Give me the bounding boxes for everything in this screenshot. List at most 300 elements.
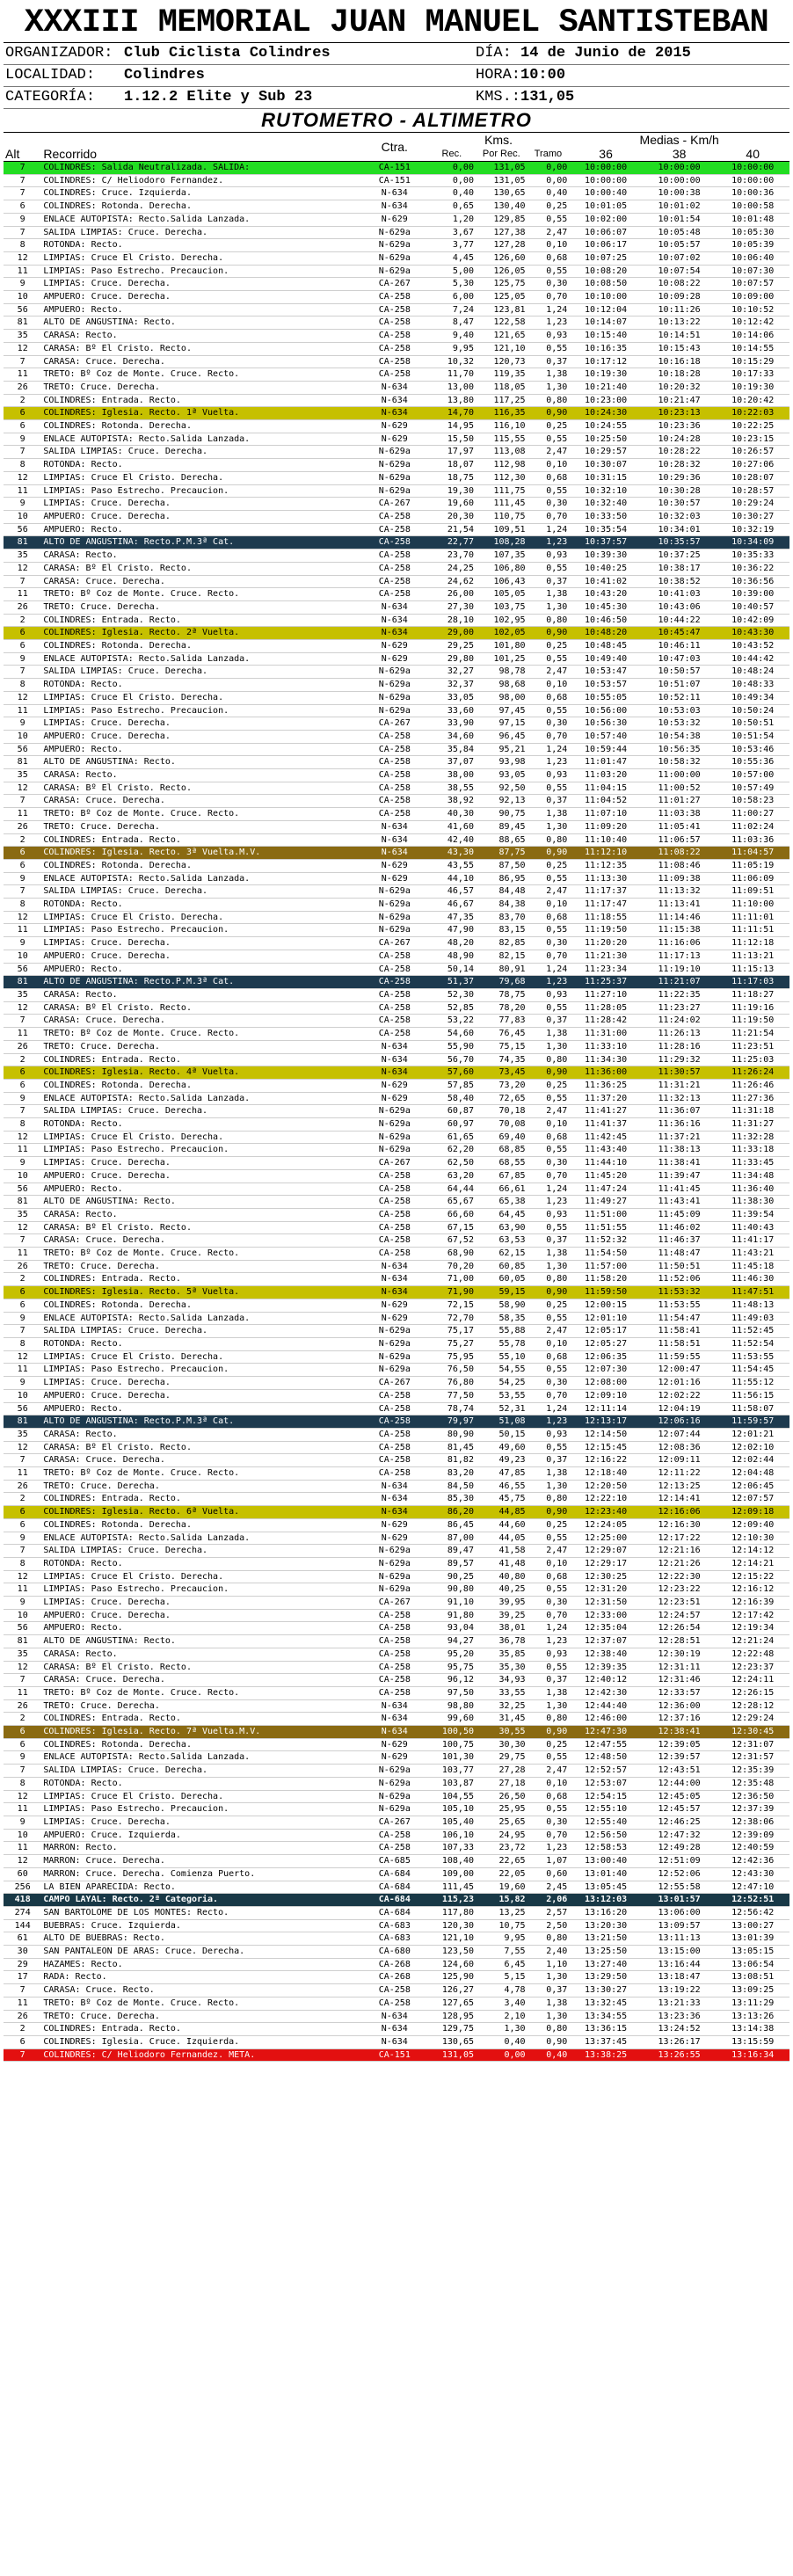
cell-alt: 8 [4,459,41,472]
cell-time-36: 13:30:27 [569,1984,643,1997]
cell-time-38: 11:48:47 [643,1248,717,1261]
cell-time-36: 10:01:05 [569,200,643,214]
table-row [4,950,789,963]
cell-time-38: 10:37:25 [643,549,717,563]
cell-km-tramo: 2,50 [527,1919,570,1932]
cell-km-remaining: 40,80 [476,1570,527,1583]
cell-km-rec: 18,75 [428,471,476,484]
cell-km-tramo: 0,70 [527,730,570,743]
cell-place: CARASA: Recto. [41,330,360,343]
cell-time-38: 12:55:58 [643,1881,717,1894]
table-row [4,691,789,704]
table-row [4,924,789,937]
cell-road: N-629a [361,251,428,265]
cell-km-remaining: 6,45 [476,1958,527,1971]
cell-road: CA-267 [361,1157,428,1170]
cell-km-rec: 41,60 [428,820,476,833]
cell-km-tramo: 2,47 [527,1325,570,1338]
cell-alt: 56 [4,1622,41,1635]
cell-km-remaining: 70,18 [476,1105,527,1118]
cell-km-remaining: 38,01 [476,1622,527,1635]
cell-alt: 10 [4,291,41,304]
cell-km-tramo: 1,30 [527,1260,570,1273]
cell-time-36: 10:29:57 [569,446,643,459]
cell-time-36: 12:52:57 [569,1765,643,1778]
cell-alt: 12 [4,251,41,265]
table-row [4,1441,789,1454]
cell-km-rec: 97,50 [428,1686,476,1699]
cell-time-40: 11:46:30 [716,1273,789,1286]
cell-time-36: 12:40:12 [569,1674,643,1687]
cell-time-40: 12:09:40 [716,1518,789,1532]
category-row [4,87,474,109]
cell-km-tramo: 0,80 [527,1053,570,1066]
cell-km-remaining: 54,25 [476,1377,527,1390]
cell-time-36: 12:39:35 [569,1661,643,1674]
cell-time-40: 11:10:00 [716,899,789,912]
cell-alt: 81 [4,317,41,330]
cell-time-36: 11:25:37 [569,976,643,989]
cell-time-38: 11:38:41 [643,1157,717,1170]
cell-alt: 12 [4,1001,41,1015]
cell-time-38: 11:43:41 [643,1196,717,1209]
cell-road: CA-684 [361,1867,428,1881]
table-row [4,433,789,446]
cell-road: N-629a [361,691,428,704]
cell-road: N-634 [361,2035,428,2048]
cell-place: COLINDRES: Entrada. Recto. [41,1713,360,1726]
cell-time-36: 11:51:55 [569,1221,643,1234]
cell-time-38: 11:08:46 [643,859,717,872]
cell-km-rec: 46,57 [428,885,476,899]
cell-km-rec: 124,60 [428,1958,476,1971]
table-row [4,549,789,563]
cell-road: CA-268 [361,1971,428,1984]
cell-km-tramo: 0,90 [527,1286,570,1299]
cell-place: TRETO: Bº Coz de Monte. Cruce. Recto. [41,588,360,601]
table-row [4,471,789,484]
table-row [4,717,789,731]
cell-time-38: 13:21:33 [643,1997,717,2010]
cell-road: N-634 [361,407,428,420]
cell-place: COLINDRES: Salida Neutralizada. SALIDA: [41,162,360,175]
cell-time-38: 10:34:01 [643,523,717,536]
cell-time-38: 10:15:43 [643,342,717,355]
table-row [4,1765,789,1778]
cell-km-remaining: 112,30 [476,471,527,484]
table-row [4,1506,789,1519]
cell-km-rec: 91,10 [428,1597,476,1610]
cell-time-40: 10:32:19 [716,523,789,536]
cell-time-38: 12:45:05 [643,1790,717,1803]
cell-time-38: 11:23:27 [643,1001,717,1015]
cell-alt: 6 [4,847,41,860]
cell-time-38: 12:24:57 [643,1609,717,1622]
cell-time-38: 12:47:32 [643,1829,717,1842]
cell-road: N-634 [361,1480,428,1493]
table-row [4,187,789,200]
cell-time-36: 12:38:40 [569,1648,643,1661]
cell-km-remaining: 106,43 [476,575,527,588]
cell-km-rec: 76,80 [428,1377,476,1390]
cell-place: ALTO DE ANGUSTINA: Recto.P.M.3ª Cat. [41,536,360,549]
table-row [4,627,789,640]
cell-time-38: 13:16:44 [643,1958,717,1971]
cell-alt: 7 [4,1325,41,1338]
cell-km-remaining: 0,00 [476,2048,527,2062]
cell-time-40: 11:21:54 [716,1028,789,1041]
cell-place: AMPUERO: Recto. [41,303,360,317]
cell-time-40: 12:16:39 [716,1597,789,1610]
cell-time-36: 11:12:10 [569,847,643,860]
cell-km-rec: 84,50 [428,1480,476,1493]
cell-time-38: 10:58:32 [643,756,717,769]
cell-road: CA-683 [361,1932,428,1946]
cell-km-tramo: 0,37 [527,1984,570,1997]
cell-km-rec: 80,90 [428,1428,476,1441]
cell-road: CA-258 [361,1402,428,1415]
cell-km-remaining: 27,18 [476,1777,527,1790]
cell-place: SALIDA LIMPIAS: Cruce. Derecha. [41,1765,360,1778]
cell-km-rec: 126,27 [428,1984,476,1997]
cell-time-40: 12:21:24 [716,1635,789,1648]
header-kms: Kms. [484,133,513,147]
cell-time-38: 10:41:03 [643,588,717,601]
cell-km-remaining: 96,45 [476,730,527,743]
cell-km-tramo: 1,24 [527,963,570,976]
cell-km-rec: 15,50 [428,433,476,446]
cell-time-36: 11:41:37 [569,1118,643,1132]
cell-time-38: 13:09:57 [643,1919,717,1932]
table-row [4,291,789,304]
header-road: Ctra. [361,133,428,162]
cell-time-36: 11:31:00 [569,1028,643,1041]
cell-alt: 29 [4,1958,41,1971]
cell-alt: 7 [4,666,41,679]
cell-km-tramo: 0,93 [527,1428,570,1441]
cell-alt: 8 [4,1557,41,1570]
cell-time-40: 10:00:58 [716,200,789,214]
cell-road: CA-258 [361,769,428,782]
cell-road: CA-258 [361,1686,428,1699]
cell-time-40: 10:20:42 [716,394,789,407]
cell-km-remaining: 66,61 [476,1182,527,1196]
cell-time-36: 12:14:50 [569,1428,643,1441]
cell-time-38: 11:36:07 [643,1105,717,1118]
cell-road: N-629a [361,265,428,278]
cell-time-36: 10:53:47 [569,666,643,679]
cell-km-tramo: 0,30 [527,937,570,950]
cell-place: LIMPIAS: Cruce. Derecha. [41,937,360,950]
cell-km-remaining: 82,15 [476,950,527,963]
cell-road: N-629a [361,1777,428,1790]
cell-road: CA-267 [361,498,428,511]
table-row [4,2048,789,2062]
cell-time-38: 11:52:06 [643,1273,717,1286]
cell-time-40: 12:14:12 [716,1545,789,1558]
cell-km-remaining: 53,55 [476,1389,527,1402]
cell-time-36: 12:48:50 [569,1751,643,1765]
cell-time-40: 11:32:28 [716,1131,789,1144]
cell-place: COLINDRES: Rotonda. Derecha. [41,200,360,214]
cell-place: LIMPIAS: Cruce. Derecha. [41,1157,360,1170]
cell-km-remaining: 73,20 [476,1079,527,1092]
cell-km-rec: 32,27 [428,666,476,679]
cell-km-rec: 29,25 [428,640,476,653]
table-row [4,303,789,317]
cell-km-tramo: 0,55 [527,1751,570,1765]
cell-alt: 10 [4,1609,41,1622]
cell-road: N-629 [361,1299,428,1312]
cell-km-rec: 55,90 [428,1040,476,1053]
cell-time-40: 10:22:25 [716,420,789,433]
cell-km-tramo: 0,55 [527,1144,570,1157]
cell-road: CA-258 [361,1208,428,1221]
table-row [4,1040,789,1053]
cell-time-36: 11:47:24 [569,1182,643,1196]
cell-time-38: 13:26:55 [643,2048,717,2062]
header-averages: Medias - Km/h [639,133,719,147]
cell-alt: 56 [4,1182,41,1196]
cell-place: COLINDRES: Iglesia. Cruce. Izquierda. [41,2035,360,2048]
cell-time-40: 11:03:36 [716,833,789,847]
cell-place: LIMPIAS: Cruce. Derecha. [41,498,360,511]
cell-time-36: 13:25:50 [569,1946,643,1959]
cell-km-remaining: 88,65 [476,833,527,847]
cell-alt: 7 [4,226,41,239]
cell-time-40: 11:26:46 [716,1079,789,1092]
cell-km-remaining: 41,58 [476,1545,527,1558]
cell-time-36: 10:00:40 [569,187,643,200]
cell-time-38: 12:23:51 [643,1597,717,1610]
cell-road: N-629a [361,1803,428,1816]
cell-km-tramo: 1,24 [527,1622,570,1635]
cell-time-40: 13:16:34 [716,2048,789,2062]
cell-time-38: 10:54:38 [643,730,717,743]
cell-km-rec: 71,00 [428,1273,476,1286]
cell-km-rec: 35,84 [428,743,476,756]
cell-time-36: 12:16:22 [569,1454,643,1467]
cell-time-40: 10:35:33 [716,549,789,563]
cell-km-tramo: 0,55 [527,1532,570,1545]
cell-km-tramo: 0,37 [527,795,570,808]
table-row [4,342,789,355]
cell-road: N-629a [361,1765,428,1778]
cell-km-rec: 75,27 [428,1337,476,1350]
cell-km-remaining: 30,30 [476,1738,527,1751]
cell-km-tramo: 2,47 [527,1105,570,1118]
cell-km-rec: 108,40 [428,1855,476,1868]
cell-km-rec: 53,22 [428,1015,476,1028]
cell-place: COLINDRES: Iglesia. Recto. 7ª Vuelta.M.V. [41,1726,360,1739]
table-row [4,1377,789,1390]
cell-time-40: 10:30:27 [716,510,789,523]
table-row [4,666,789,679]
cell-alt: 30 [4,1946,41,1959]
cell-time-38: 12:21:16 [643,1545,717,1558]
cell-km-rec: 131,05 [428,2048,476,2062]
cell-time-36: 12:47:55 [569,1738,643,1751]
table-row [4,704,789,717]
cell-time-36: 11:33:10 [569,1040,643,1053]
table-row [4,1855,789,1868]
cell-km-remaining: 105,05 [476,588,527,601]
cell-alt: 7 [4,575,41,588]
cell-km-remaining: 76,45 [476,1028,527,1041]
cell-place: SAN BARTOLOME DE LOS MONTES: Recto. [41,1906,360,1919]
cell-road: CA-258 [361,1454,428,1467]
cell-place: COLINDRES: Rotonda. Derecha. [41,1299,360,1312]
cell-km-remaining: 90,75 [476,808,527,821]
cell-place: LIMPIAS: Paso Estrecho. Precaucion. [41,704,360,717]
table-row [4,510,789,523]
cell-km-remaining: 127,28 [476,239,527,252]
cell-km-remaining: 73,45 [476,1066,527,1080]
header-speed-38: 38 [643,147,717,162]
cell-km-tramo: 1,38 [527,1467,570,1481]
cell-km-tramo: 0,90 [527,627,570,640]
cell-km-remaining: 67,85 [476,1169,527,1182]
cell-time-38: 10:53:03 [643,704,717,717]
cell-km-rec: 40,30 [428,808,476,821]
cell-place: COLINDRES: Iglesia. Recto. 3ª Vuelta.M.V. [41,847,360,860]
table-row [4,1932,789,1946]
table-row [4,1919,789,1932]
cell-time-38: 12:06:16 [643,1415,717,1429]
cell-alt: 11 [4,1583,41,1597]
cell-alt: 2 [4,394,41,407]
cell-place: CARASA: Recto. [41,1208,360,1221]
cell-time-38: 10:47:03 [643,652,717,666]
cell-km-rec: 24,25 [428,562,476,575]
cell-km-remaining: 123,81 [476,303,527,317]
table-row [4,1803,789,1816]
cell-time-40: 11:41:17 [716,1234,789,1248]
cell-time-40: 12:22:48 [716,1648,789,1661]
cell-time-36: 11:36:00 [569,1066,643,1080]
cell-time-38: 13:15:00 [643,1946,717,1959]
cell-km-tramo: 0,55 [527,1364,570,1377]
cell-km-rec: 93,04 [428,1622,476,1635]
cell-time-38: 10:07:54 [643,265,717,278]
cell-time-38: 11:36:16 [643,1118,717,1132]
cell-time-40: 11:53:55 [716,1350,789,1364]
cell-alt: 2 [4,833,41,847]
cell-km-rec: 101,30 [428,1751,476,1765]
cell-place: ENLACE AUTOPISTA: Recto.Salida Lanzada. [41,872,360,885]
cell-road: N-634 [361,614,428,627]
cell-km-tramo: 0,93 [527,549,570,563]
cell-km-tramo: 0,30 [527,1816,570,1830]
cell-time-40: 10:17:33 [716,368,789,382]
table-row [4,381,789,394]
cell-time-36: 13:29:50 [569,1971,643,1984]
cell-alt: 7 [4,1765,41,1778]
cell-place: COLINDRES: Iglesia. Recto. 4ª Vuelta. [41,1066,360,1080]
cell-km-tramo: 0,25 [527,1518,570,1532]
cell-road: N-629a [361,239,428,252]
cell-place: TRETO: Cruce. Derecha. [41,381,360,394]
table-row [4,1557,789,1570]
cell-time-36: 13:01:40 [569,1867,643,1881]
cell-place: AMPUERO: Cruce. Derecha. [41,730,360,743]
cell-time-40: 13:15:59 [716,2035,789,2048]
cell-alt: 6 [4,407,41,420]
cell-km-rec: 58,40 [428,1092,476,1105]
cell-km-rec: 9,40 [428,330,476,343]
cell-km-rec: 5,00 [428,265,476,278]
cell-time-40: 11:33:45 [716,1157,789,1170]
cell-time-40: 11:45:18 [716,1260,789,1273]
cell-alt: 6 [4,1286,41,1299]
cell-road: CA-684 [361,1906,428,1919]
cell-place: LIMPIAS: Cruce. Derecha. [41,1377,360,1390]
cell-km-remaining: 51,08 [476,1415,527,1429]
cell-time-36: 11:37:20 [569,1092,643,1105]
cell-km-rec: 42,40 [428,833,476,847]
cell-km-tramo: 0,80 [527,1713,570,1726]
cell-km-tramo: 0,37 [527,355,570,368]
cell-road: N-634 [361,847,428,860]
cell-time-36: 10:45:30 [569,600,643,614]
cell-km-remaining: 98,00 [476,691,527,704]
table-row [4,1260,789,1273]
table-row [4,1686,789,1699]
cell-place: AMPUERO: Recto. [41,743,360,756]
cell-time-36: 12:42:30 [569,1686,643,1699]
cell-km-remaining: 39,25 [476,1609,527,1622]
cell-time-36: 10:43:20 [569,588,643,601]
cell-place: COLINDRES: Cruce. Izquierda. [41,187,360,200]
cell-km-rec: 115,23 [428,1894,476,1907]
cell-km-tramo: 0,55 [527,484,570,498]
cell-km-tramo: 1,23 [527,976,570,989]
cell-time-40: 11:17:03 [716,976,789,989]
table-row [4,1958,789,1971]
cell-km-remaining: 46,55 [476,1480,527,1493]
cell-road: CA-258 [361,1648,428,1661]
table-row [4,1157,789,1170]
cell-place: ALTO DE ANGUSTINA: Recto.P.M.3ª Cat. [41,976,360,989]
cell-km-remaining: 63,90 [476,1221,527,1234]
cell-km-tramo: 0,25 [527,1738,570,1751]
table-row [4,1286,789,1299]
cell-alt: 274 [4,1906,41,1919]
table-row [4,1622,789,1635]
cell-km-rec: 29,00 [428,627,476,640]
cell-km-tramo: 2,06 [527,1894,570,1907]
cell-km-remaining: 83,70 [476,911,527,924]
cell-place: COLINDRES: Entrada. Recto. [41,1273,360,1286]
cell-place: ROTONDA: Recto. [41,899,360,912]
cell-km-rec: 70,20 [428,1260,476,1273]
cell-time-40: 12:04:48 [716,1467,789,1481]
table-row [4,1726,789,1739]
table-row [4,1169,789,1182]
cell-alt: 7 [4,187,41,200]
cell-time-40: 12:23:37 [716,1661,789,1674]
cell-alt: 7 [4,1234,41,1248]
kms-row [474,87,789,109]
cell-time-36: 11:34:30 [569,1053,643,1066]
cell-time-38: 12:51:09 [643,1855,717,1868]
cell-alt: 6 [4,420,41,433]
cell-time-40: 12:35:48 [716,1777,789,1790]
cell-place: SALIDA LIMPIAS: Cruce. Derecha. [41,226,360,239]
cell-time-36: 12:53:07 [569,1777,643,1790]
cell-time-40: 11:40:43 [716,1221,789,1234]
table-row [4,1790,789,1803]
